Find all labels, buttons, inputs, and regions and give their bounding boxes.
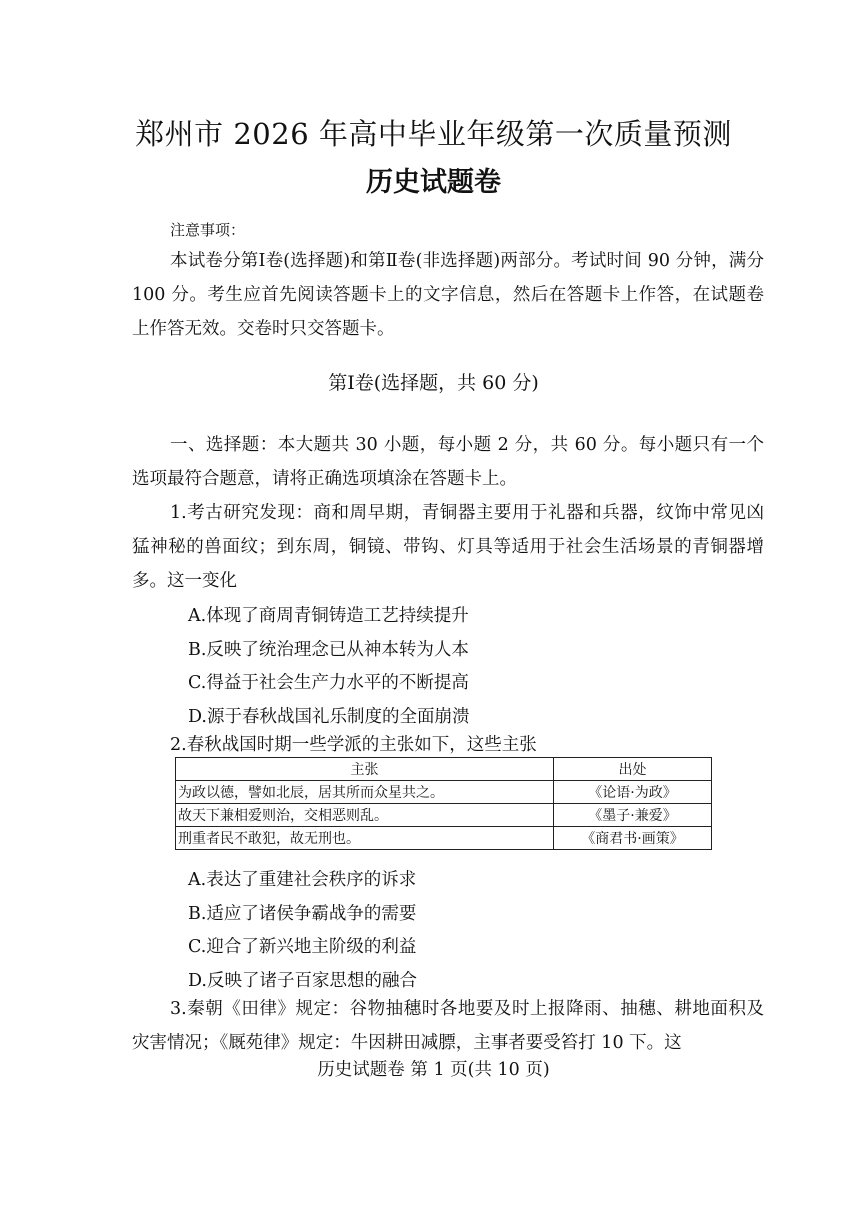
section-title: 第Ⅰ卷(选择题，共 60 分) [328,372,539,394]
table-row [176,804,712,827]
notice-text: 本试卷分第Ⅰ卷(选择题)和第Ⅱ卷(非选择题)两部分。考试时间 90 分钟，满分 100 分。考生应首先阅读答题卡上的文字信息，然后在答题卡上作答，在试题卷上作答无效。交卷时只交答题卡。 [132,251,764,339]
table-cell-claim: 为政以德，譬如北辰，居其所而众星共之。 [176,781,554,804]
table-row [176,827,712,850]
table-cell-source: 《商君书·画策》 [554,827,712,850]
question-1-option-d: D.源于春秋战国礼乐制度的全面崩溃 [188,707,470,727]
question-2-option-d: D.反映了诸子百家思想的融合 [188,971,417,991]
table-cell-source: 《墨子·兼爱》 [554,804,712,827]
table-cell-claim: 故天下兼相爱则治，交相恶则乱。 [176,804,554,827]
notice-heading: 注意事项： [170,221,246,239]
table-header-source: 出处 [554,758,712,781]
exam-title: 郑州市 2026 年高中毕业年级第一次质量预测 [135,117,732,151]
section-instructions: 一、选择题：本大题共 30 小题，每小题 2 分，共 60 分。每小题只有一个选项最符合题意，请将正确选项填涂在答题卡上。 [132,435,764,489]
question-1-option-c: C.得益于社会生产力水平的不断提高 [188,673,469,693]
question-1-stem: 1.考古研究发现：商和周早期，青铜器主要用于礼器和兵器，纹饰中常见凶猛神秘的兽面纹；到东周，铜镜、带钩、灯具等适用于社会生活场景的青铜器增多。这一变化 [132,503,764,591]
question-2-table [175,757,712,850]
exam-subtitle: 历史试题卷 [366,167,501,198]
question-1-option-b: B.反映了统治理念已从神本转为人本 [188,640,469,660]
question-3-stem: 3.秦朝《田律》规定：谷物抽穗时各地要及时上报降雨、抽穗、耕地面积及灾害情况；《厩苑律》规定：牛因耕田减膘，主事者要受笞打 10 下。这 [132,999,764,1053]
table-cell-source: 《论语·为政》 [554,781,712,804]
table-header-claim: 主张 [176,758,554,781]
page-footer: 历史试题卷 第 1 页(共 10 页) [317,1060,550,1080]
question-2-option-a: A.表达了重建社会秩序的诉求 [188,870,417,890]
table-header-row [176,758,712,781]
question-1-option-a: A.体现了商周青铜铸造工艺持续提升 [188,606,469,626]
question-2-option-b: B.适应了诸侯争霸战争的需要 [188,904,417,924]
question-2-stem: 2.春秋战国时期一些学派的主张如下，这些主张 [170,735,537,755]
table-row [176,781,712,804]
question-2-option-c: C.迎合了新兴地主阶级的利益 [188,937,417,957]
table-cell-claim: 刑重者民不敢犯，故无刑也。 [176,827,554,850]
